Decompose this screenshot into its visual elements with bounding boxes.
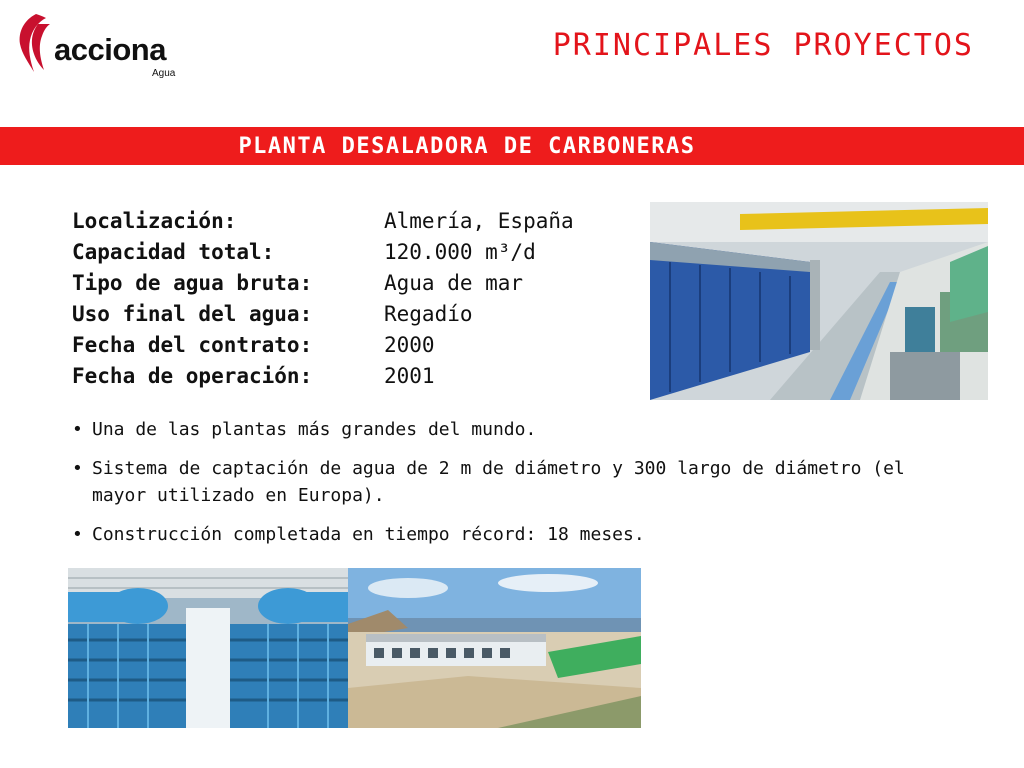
detail-value: Agua de mar	[384, 270, 524, 295]
project-highlights	[72, 416, 972, 560]
list-item-text: Sistema de captación de agua de 2 m de diámetro y 300 largo de diámetro (el mayor utilizado en Europa).	[92, 458, 905, 506]
list-item	[72, 455, 972, 509]
detail-row	[72, 329, 574, 360]
detail-label: Uso final del agua:	[72, 301, 313, 326]
project-title: PLANTA DESALADORA DE CARBONERAS	[238, 133, 696, 159]
list-item	[72, 521, 972, 548]
detail-value: 120.000 m³/d	[384, 239, 536, 264]
detail-value: 2001	[384, 363, 435, 388]
bullet-icon: •	[72, 524, 83, 545]
brand-name: acciona	[54, 32, 166, 67]
plant-interior-photo	[650, 202, 988, 400]
detail-row	[72, 298, 574, 329]
project-details	[72, 205, 574, 391]
detail-label: Localización:	[72, 208, 237, 233]
detail-label: Tipo de agua bruta:	[72, 270, 313, 295]
list-item-text: Construcción completada en tiempo récord: 18 meses.	[92, 524, 645, 545]
acciona-leaf-icon	[14, 10, 52, 76]
page-title: PRINCIPALES PROYECTOS	[552, 28, 974, 63]
detail-row	[72, 236, 574, 267]
list-item	[72, 416, 972, 443]
brand-division: Agua	[152, 68, 176, 79]
pressure-vessels-photo	[68, 568, 348, 728]
project-banner	[0, 127, 1024, 165]
detail-label: Fecha de operación:	[72, 363, 313, 388]
detail-value: Regadío	[384, 301, 473, 326]
bullet-icon: •	[72, 419, 83, 440]
detail-label: Fecha del contrato:	[72, 332, 313, 357]
detail-value: Almería, España	[384, 208, 574, 233]
detail-row	[72, 360, 574, 391]
detail-row	[72, 267, 574, 298]
list-item-text: Una de las plantas más grandes del mundo.	[92, 419, 537, 440]
detail-label: Capacidad total:	[72, 239, 275, 264]
detail-row	[72, 205, 574, 236]
plant-exterior-photo	[348, 568, 641, 728]
acciona-logo	[14, 10, 184, 80]
bullet-icon: •	[72, 458, 83, 479]
detail-value: 2000	[384, 332, 435, 357]
